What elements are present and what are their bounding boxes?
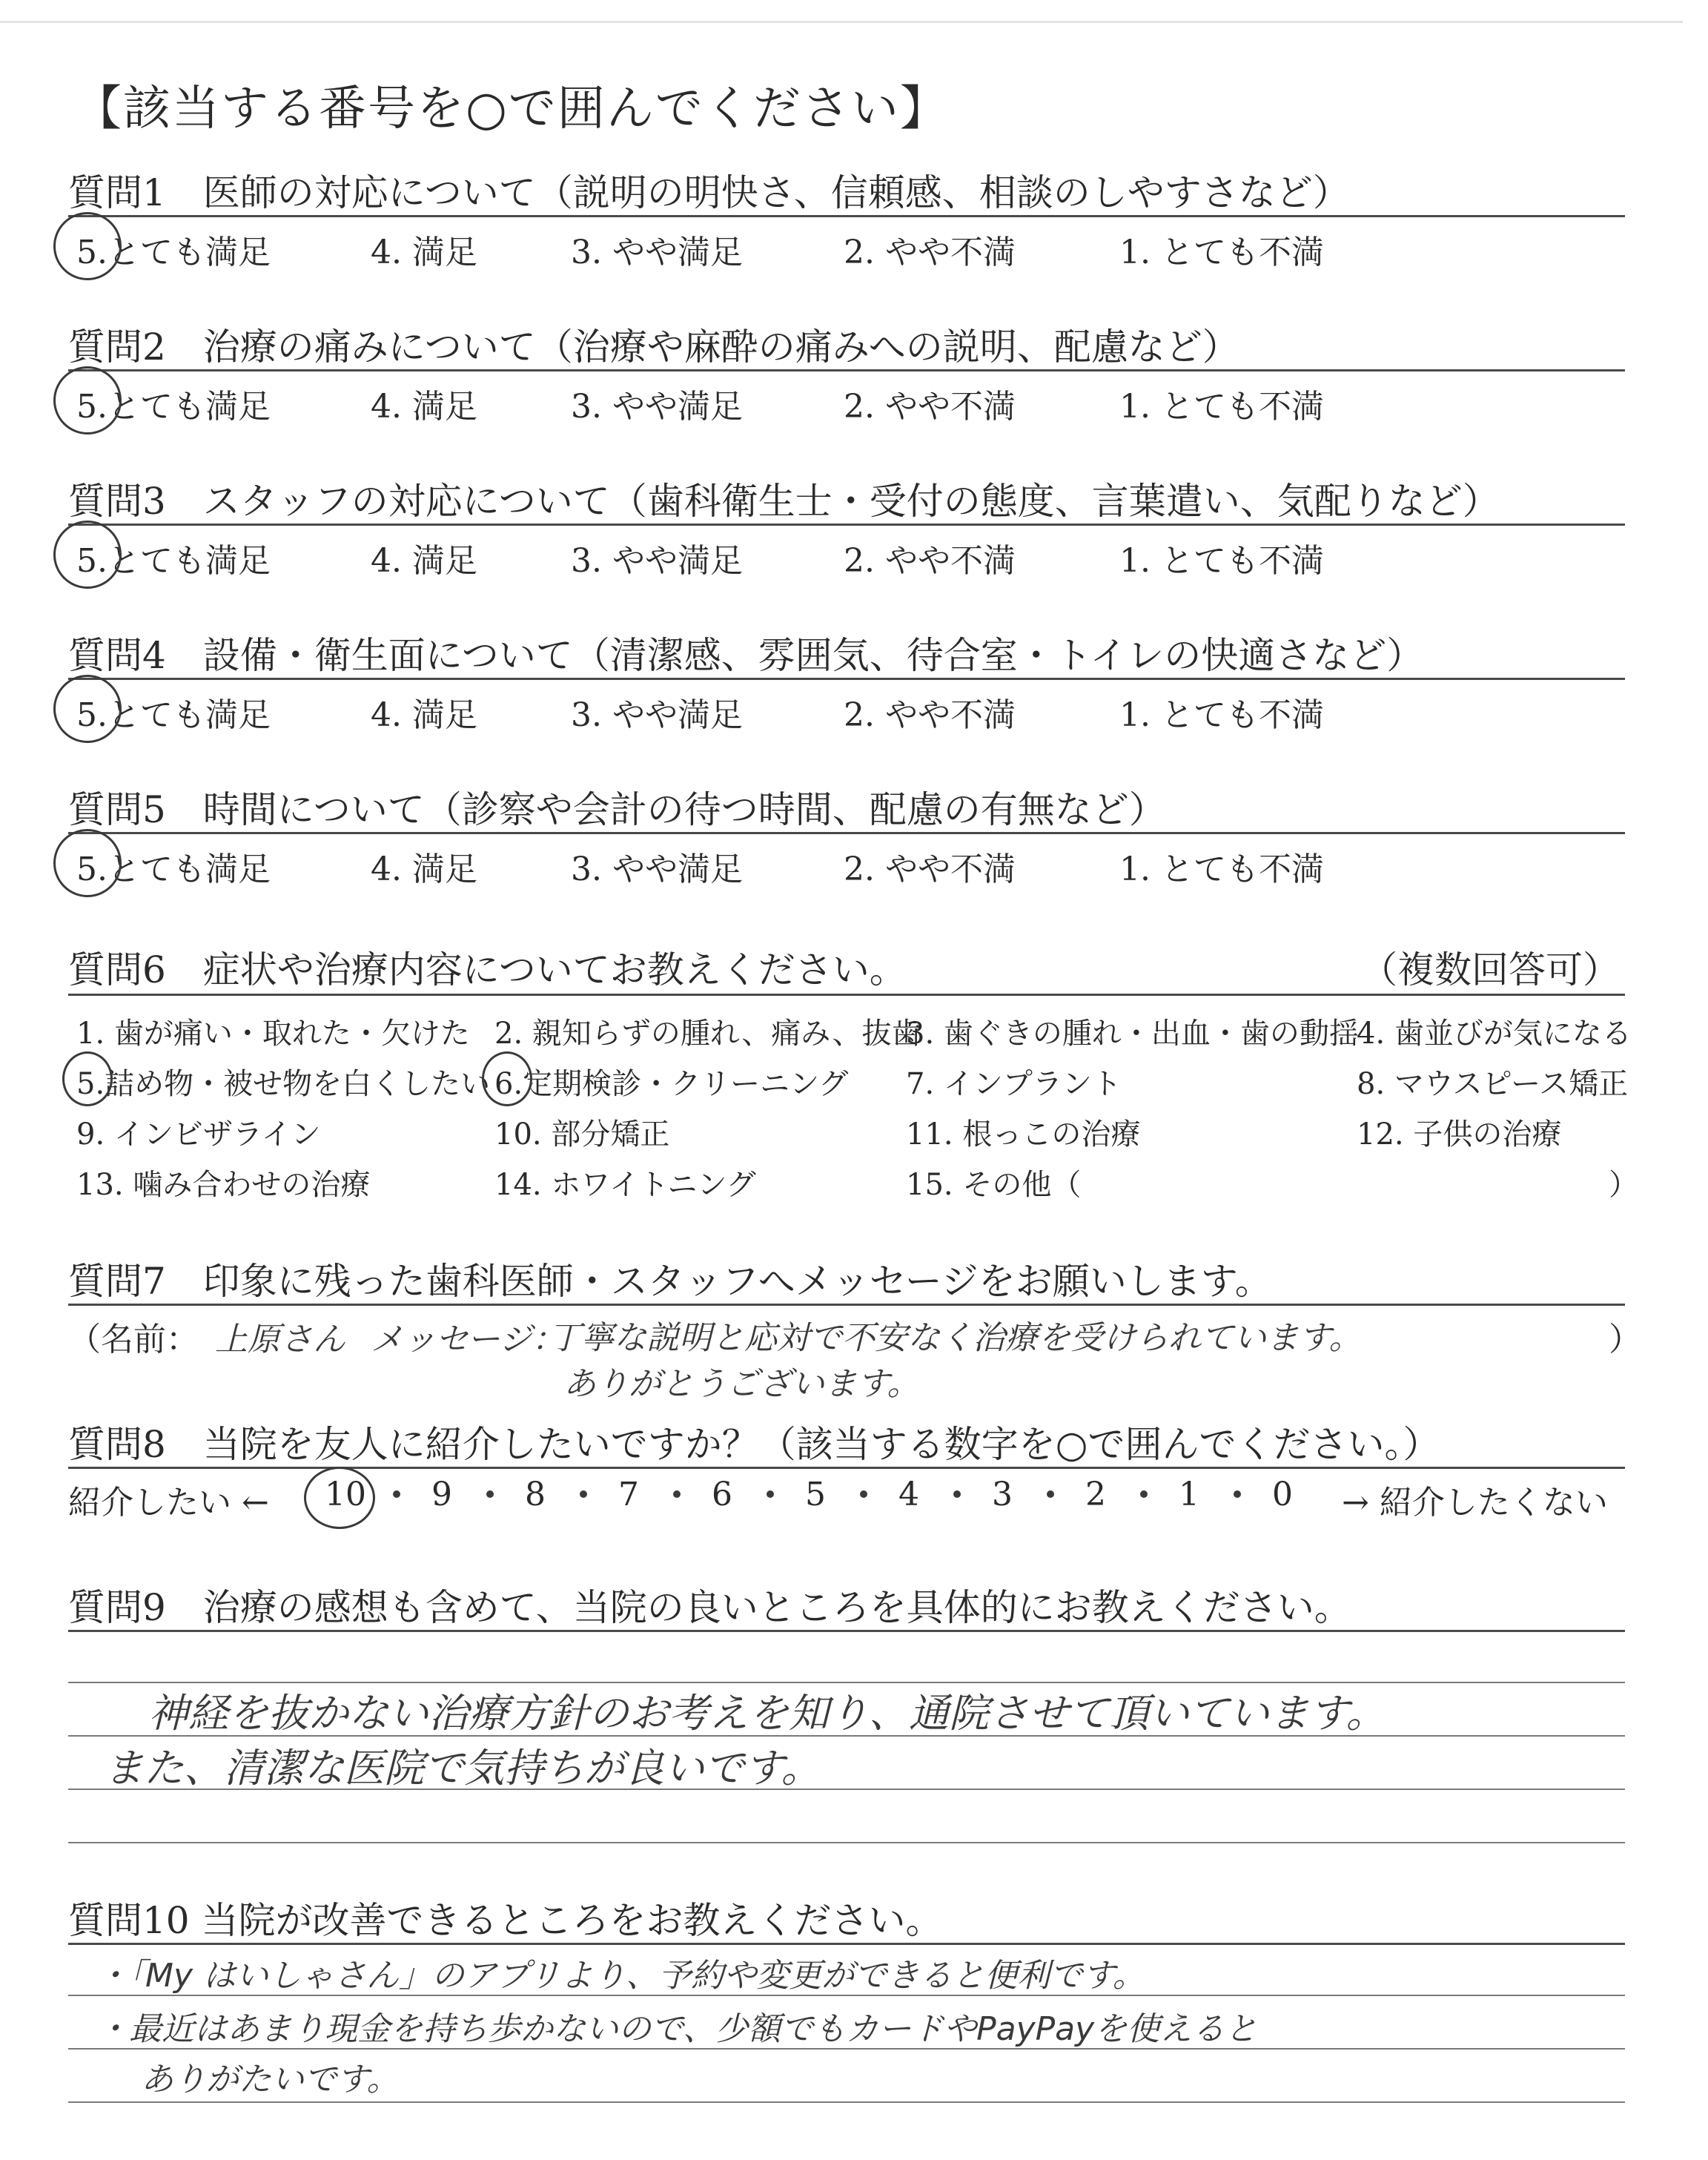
q7-close-paren: ） — [1609, 1321, 1641, 1358]
q4-selected-circle — [53, 675, 122, 743]
q6-rule — [68, 994, 1625, 996]
q9-answer-line2[interactable]: また、清潔な医院で気持ちが良いです。 — [104, 1745, 821, 1791]
q7-message-label: メッセージ： — [371, 1321, 565, 1358]
q7-rule — [68, 1304, 1625, 1306]
q8-separator-dot — [1047, 1490, 1054, 1498]
q2-rule — [68, 369, 1625, 371]
q7-message-line1[interactable]: 丁寧な説明と応対で不安なく治療を受けられています。 — [549, 1319, 1362, 1357]
q1-selected-circle — [53, 212, 122, 280]
q5-option[interactable]: 2. やや不満 — [844, 851, 1016, 888]
q8-separator-dot — [1234, 1490, 1241, 1498]
scan-top-edge — [0, 21, 1683, 23]
q4-rule — [68, 678, 1625, 680]
q10-answer-rule — [68, 2101, 1625, 2103]
q7-title: 質問7 印象に残った歯科医師・スタッフへメッセージをお願いします。 — [68, 1260, 1272, 1303]
q8-number[interactable]: 10 — [325, 1476, 366, 1513]
q6-title: 質問6 症状や治療内容についてお教えください。 — [68, 948, 907, 991]
q6-item[interactable]: 2. 親知らずの腫れ、痛み、抜歯 — [494, 1017, 921, 1051]
q2-option[interactable]: 4. 満足 — [371, 388, 477, 426]
q6-item[interactable]: 13. 噛み合わせの治療 — [76, 1168, 371, 1202]
q2-title: 質問2 治療の痛みについて（治療や麻酔の痛みへの説明、配慮など） — [68, 326, 1239, 369]
q8-separator-dot — [486, 1490, 494, 1498]
q9-answer-line1[interactable]: 神経を抜かない治療方針のお考えを知り、通院させて頂いています。 — [148, 1690, 1386, 1737]
q8-separator-dot — [767, 1490, 774, 1498]
q1-title: 質問1 医師の対応について（説明の明快さ、信頼感、相談のしやすさなど） — [68, 171, 1350, 214]
q3-option[interactable]: 2. やや不満 — [844, 542, 1016, 580]
q1-option[interactable]: 5.とても満足 — [76, 234, 271, 271]
q6-selected-circle — [62, 1051, 113, 1106]
q9-answer-rule — [68, 1842, 1625, 1843]
q8-number[interactable]: 8 — [525, 1476, 546, 1513]
q6-item[interactable]: 10. 部分矯正 — [494, 1117, 670, 1152]
q1-option[interactable]: 1. とても不満 — [1119, 234, 1324, 271]
q3-option[interactable]: 1. とても不満 — [1119, 542, 1324, 580]
q3-option[interactable]: 5.とても満足 — [76, 542, 271, 580]
q2-option[interactable]: 2. やや不満 — [844, 388, 1016, 426]
q8-number[interactable]: 2 — [1085, 1476, 1106, 1513]
q2-selected-circle — [53, 366, 122, 435]
q8-number[interactable]: 3 — [992, 1476, 1013, 1513]
q5-option[interactable]: 4. 満足 — [371, 851, 477, 888]
q8-right-label: → 紹介したくない — [1342, 1484, 1608, 1522]
q8-separator-dot — [860, 1490, 867, 1498]
q6-item[interactable]: 5.詰め物・被せ物を白くしたい — [76, 1067, 491, 1101]
q7-name-value[interactable]: 上原さん — [215, 1321, 345, 1358]
q4-option[interactable]: 4. 満足 — [371, 696, 477, 734]
q2-option[interactable]: 3. やや満足 — [571, 388, 743, 426]
q8-number[interactable]: 4 — [898, 1476, 919, 1513]
q5-option[interactable]: 1. とても不満 — [1119, 851, 1324, 888]
q1-rule — [68, 215, 1625, 217]
q6-item[interactable]: 15. その他（ — [906, 1168, 1082, 1202]
q3-option[interactable]: 3. やや満足 — [571, 542, 743, 580]
q8-number[interactable]: 9 — [431, 1476, 452, 1513]
q6-item[interactable]: 7. インプラント — [906, 1067, 1122, 1101]
q8-selected-circle — [304, 1467, 375, 1529]
q6-item[interactable]: 14. ホワイトニング — [494, 1168, 756, 1202]
q6-item[interactable]: 9. インビザライン — [76, 1117, 321, 1152]
q6-item[interactable]: 4. 歯並びが気になる — [1357, 1017, 1632, 1051]
q8-number[interactable]: 5 — [805, 1476, 826, 1513]
q6-other-close: ） — [1609, 1168, 1638, 1202]
q5-option[interactable]: 3. やや満足 — [571, 851, 743, 888]
q4-title: 質問4 設備・衛生面について（清潔感、雰囲気、待合室・トイレの快適さなど） — [68, 634, 1424, 677]
q8-number[interactable]: 7 — [618, 1476, 639, 1513]
q1-option[interactable]: 2. やや不満 — [844, 234, 1016, 271]
q5-rule — [68, 832, 1625, 834]
page-title: 【該当する番号を○で囲んでください】 — [74, 82, 949, 136]
q6-note: （複数回答可） — [1360, 948, 1620, 991]
q8-number[interactable]: 1 — [1179, 1476, 1199, 1513]
q6-item[interactable]: 11. 根っこの治療 — [906, 1117, 1141, 1152]
q5-title: 質問5 時間について（診察や会計の待つ時間、配慮の有無など） — [68, 788, 1166, 831]
q8-separator-dot — [953, 1490, 961, 1498]
q3-selected-circle — [53, 521, 122, 589]
q10-answer-line1[interactable]: ・「My はいしゃさん」のアプリより、予約や変更ができると便利です。 — [96, 1957, 1145, 1995]
q6-item[interactable]: 8. マウスピース矯正 — [1357, 1067, 1629, 1101]
q6-item[interactable]: 1. 歯が痛い・取れた・欠けた — [76, 1017, 470, 1051]
q8-title: 質問8 当院を友人に紹介したいですか？（該当する数字を○で囲んでください。） — [68, 1423, 1440, 1466]
q3-rule — [68, 524, 1625, 526]
q7-name-label: （名前： — [68, 1321, 199, 1358]
q3-option[interactable]: 4. 満足 — [371, 542, 477, 580]
q4-option[interactable]: 3. やや満足 — [571, 696, 743, 734]
q6-item[interactable]: 6.定期検診・クリーニング — [494, 1067, 849, 1101]
q9-rule — [68, 1630, 1625, 1632]
q2-option[interactable]: 1. とても不満 — [1119, 388, 1324, 426]
q4-option[interactable]: 1. とても不満 — [1119, 696, 1324, 734]
q1-option[interactable]: 4. 満足 — [371, 234, 477, 271]
q8-rule — [68, 1467, 1625, 1469]
q4-option[interactable]: 2. やや不満 — [844, 696, 1016, 734]
q10-answer-line2[interactable]: ・最近はあまり現金を持ち歩かないので、少額でもカードやPayPayを使えると — [96, 2010, 1258, 2048]
q8-separator-dot — [393, 1490, 400, 1498]
q6-item[interactable]: 3. 歯ぐきの腫れ・出血・歯の動揺 — [906, 1017, 1359, 1051]
q1-option[interactable]: 3. やや満足 — [571, 234, 743, 271]
q8-number[interactable]: 0 — [1272, 1476, 1293, 1513]
q9-title: 質問9 治療の感想も含めて、当院の良いところを具体的にお教えください。 — [68, 1586, 1351, 1629]
q3-title: 質問3 スタッフの対応について（歯科衛生士・受付の態度、言葉遣い、気配りなど） — [68, 480, 1500, 523]
q10-title: 質問10 当院が改善できるところをお教えください。 — [68, 1899, 943, 1942]
q7-message-line2[interactable]: ありがとうございます。 — [563, 1365, 920, 1403]
q4-option[interactable]: 5.とても満足 — [76, 696, 271, 734]
q5-option[interactable]: 5.とても満足 — [76, 851, 271, 888]
q6-selected-circle — [482, 1051, 532, 1106]
q8-separator-dot — [673, 1490, 681, 1498]
q5-selected-circle — [53, 829, 122, 897]
q10-answer-line3[interactable]: ありがたいです。 — [141, 2061, 400, 2098]
q8-left-label: 紹介したい ← — [68, 1484, 269, 1522]
q10-rule — [68, 1943, 1625, 1945]
q8-separator-dot — [580, 1490, 587, 1498]
q8-separator-dot — [1140, 1490, 1148, 1498]
q6-item[interactable]: 12. 子供の治療 — [1357, 1117, 1562, 1152]
q2-option[interactable]: 5.とても満足 — [76, 388, 271, 426]
q8-number[interactable]: 6 — [712, 1476, 732, 1513]
